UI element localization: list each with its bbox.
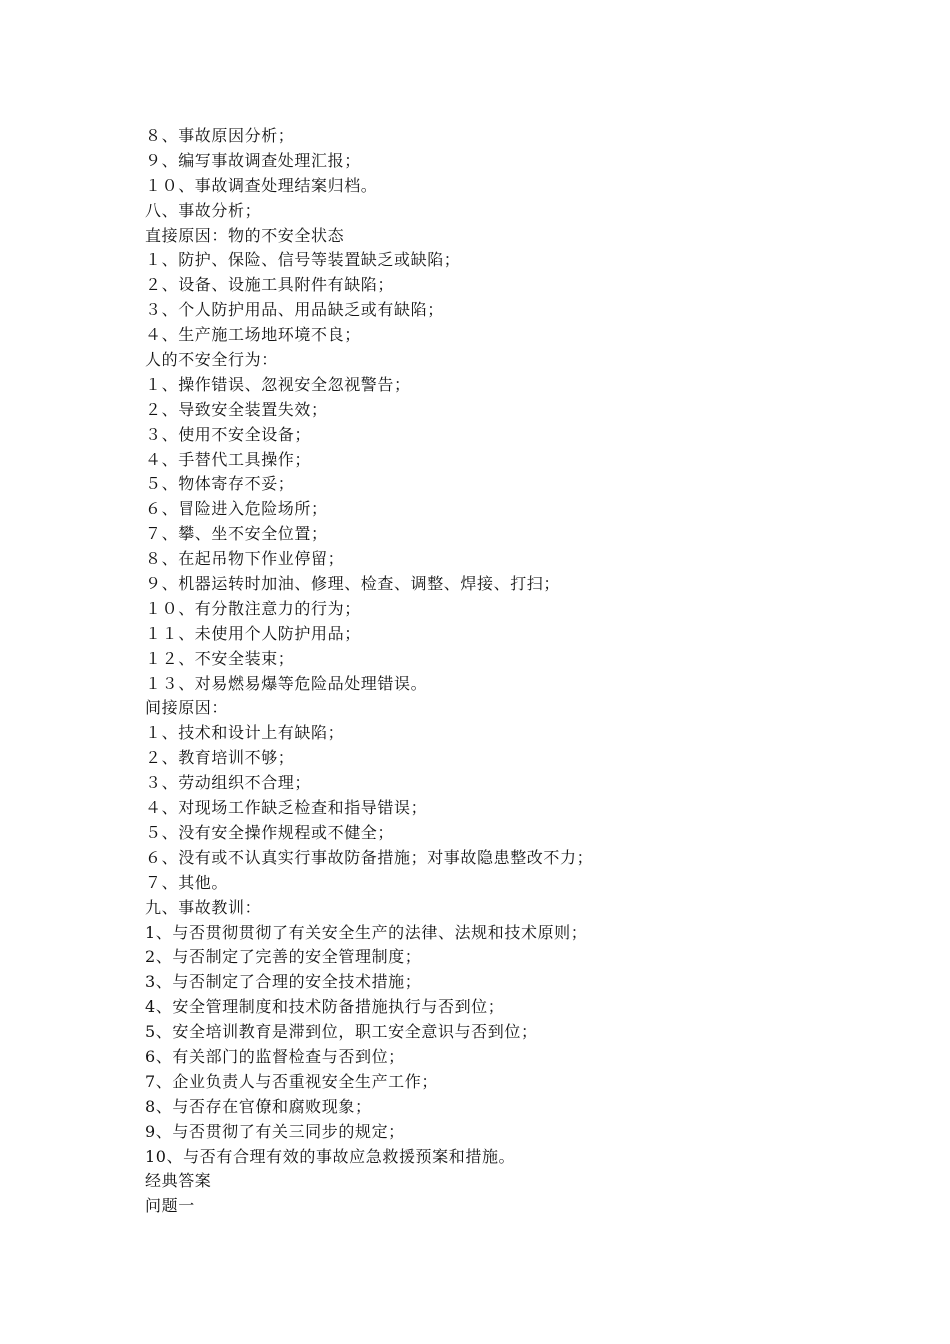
list-item: ２、设备、设施工具附件有缺陷； xyxy=(145,275,395,295)
list-item: ４、手替代工具操作； xyxy=(145,449,312,469)
subsection-heading: 直接原因：物的不安全状态 xyxy=(145,225,345,245)
list-item: ６、冒险进入危险场所； xyxy=(145,499,328,519)
list-item: ９、机器运转时加油、修理、检查、调整、焊接、打扫； xyxy=(145,574,561,594)
section-heading: 八、事故分析； xyxy=(145,200,262,220)
section-heading: 九、事故教训： xyxy=(145,897,262,917)
list-item: 8、与否存在官僚和腐败现象； xyxy=(145,1096,372,1116)
list-item: ６、没有或不认真实行事故防备措施；对事故隐患整改不力； xyxy=(145,847,594,867)
list-item: 7、企业负责人与否重视安全生产工作； xyxy=(145,1071,438,1091)
list-item: ３、使用不安全设备； xyxy=(145,424,312,444)
list-item: ５、没有安全操作规程或不健全； xyxy=(145,822,395,842)
list-item: ３、劳动组织不合理； xyxy=(145,773,312,793)
list-item: ４、生产施工场地环境不良； xyxy=(145,325,361,345)
list-item: ２、教育培训不够； xyxy=(145,748,295,768)
list-item: １、技术和设计上有缺陷； xyxy=(145,723,345,743)
list-item: ７、其他。 xyxy=(145,872,229,892)
list-item: ３、个人防护用品、用品缺乏或有缺陷； xyxy=(145,300,444,320)
list-item: １２、不安全装束； xyxy=(145,648,295,668)
list-item: 4、安全管理制度和技术防备措施执行与否到位； xyxy=(145,997,505,1017)
subsection-heading: 间接原因： xyxy=(145,698,229,718)
list-item: ２、导致安全装置失效； xyxy=(145,399,328,419)
list-item: ８、事故原因分析； xyxy=(145,126,295,145)
list-item: １０、有分散注意力的行为； xyxy=(145,598,361,618)
list-item: 9、与否贯彻了有关三同步的规定； xyxy=(145,1121,405,1141)
list-item: ９、编写事故调查处理汇报； xyxy=(145,150,361,170)
list-item: ７、攀、坐不安全位置； xyxy=(145,524,328,544)
list-item: １３、对易燃易爆等危险品处理错误。 xyxy=(145,673,428,693)
list-item: 2、与否制定了完善的安全管理制度； xyxy=(145,947,422,967)
list-item: １０、事故调查处理结案归档。 xyxy=(145,175,378,195)
section-heading: 经典答案 xyxy=(145,1171,212,1191)
document-body xyxy=(145,124,905,1219)
list-item: 5、安全培训教育是滞到位，职工安全意识与否到位； xyxy=(145,1022,538,1042)
list-item: 3、与否制定了合理的安全技术措施； xyxy=(145,972,422,992)
list-item: １１、未使用个人防护用品； xyxy=(145,623,361,643)
list-item: ８、在起吊物下作业停留； xyxy=(145,549,345,569)
subsection-heading: 问题一 xyxy=(145,1196,195,1216)
list-item: 1、与否贯彻贯彻了有关安全生产的法律、法规和技术原则； xyxy=(145,922,588,942)
list-item: 6、有关部门的监督检查与否到位； xyxy=(145,1046,405,1066)
list-item: 10、与否有合理有效的事故应急救援预案和措施。 xyxy=(145,1146,516,1166)
list-item: １、操作错误、忽视安全忽视警告； xyxy=(145,374,411,394)
list-item: ５、物体寄存不妥； xyxy=(145,474,295,494)
list-item: １、防护、保险、信号等装置缺乏或缺陷； xyxy=(145,250,461,270)
subsection-heading: 人的不安全行为： xyxy=(145,350,278,370)
list-item: ４、对现场工作缺乏检查和指导错误； xyxy=(145,798,428,818)
